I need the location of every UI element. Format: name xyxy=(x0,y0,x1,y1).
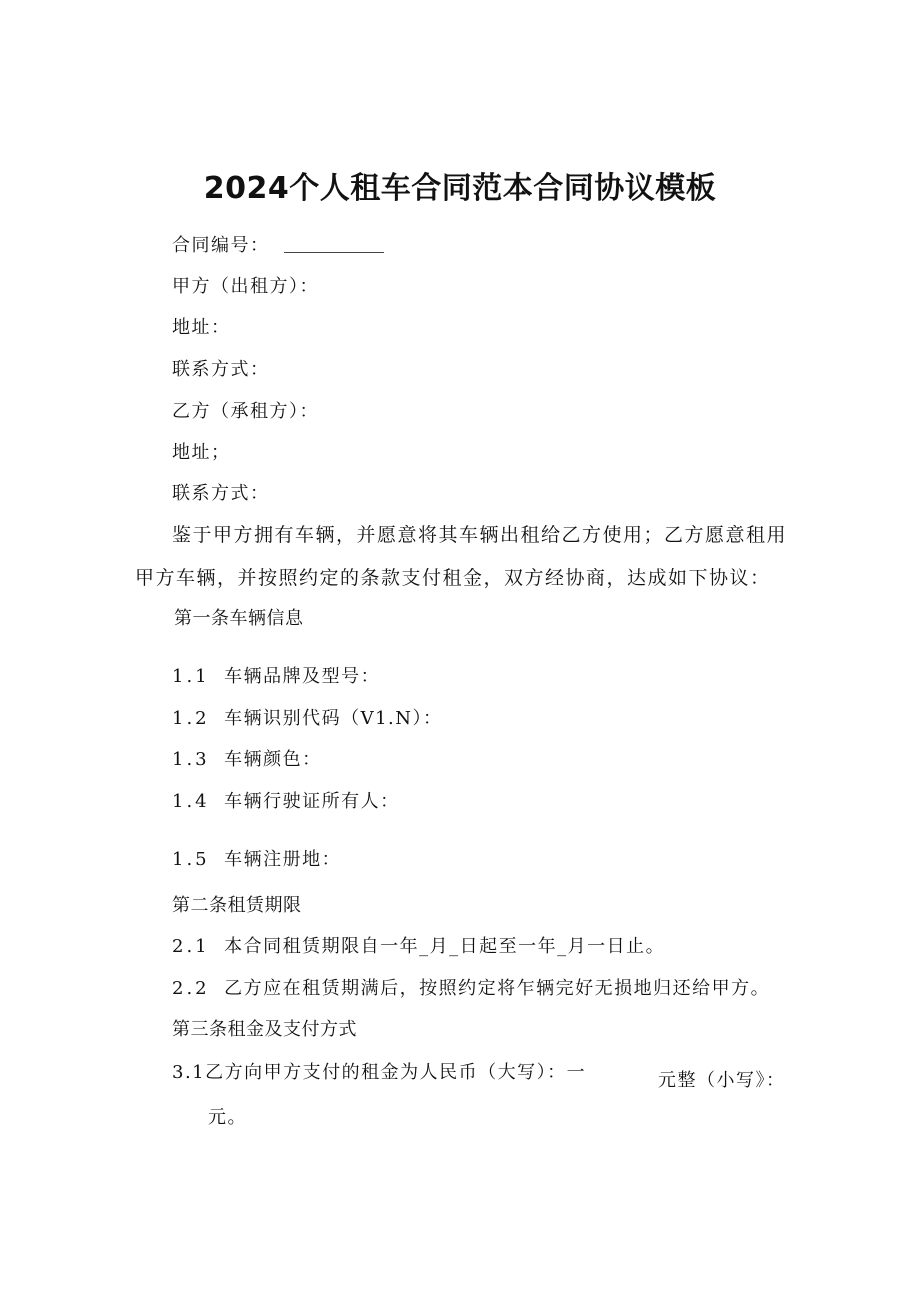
item-3-1-part-3: 元。 xyxy=(208,1107,247,1128)
item-number: 2.2 xyxy=(172,978,210,999)
party-a-address: 地址： xyxy=(172,317,231,338)
contract-number-row xyxy=(172,231,384,257)
party-a-contact: 联系方式： xyxy=(172,359,270,380)
preamble-line-1: 鉴于甲方拥有车辆，并愿意将其车辆出租给乙方使用；乙方愿意租用 xyxy=(172,524,788,546)
item-text: 乙方应在租赁期满后，按照约定将乍辆完好无损地归还给甲方。 xyxy=(224,978,771,999)
article-1-heading: 第一条车辆信息 xyxy=(174,608,304,629)
article-1-item xyxy=(172,787,400,813)
item-number: 1.3 xyxy=(172,749,210,770)
article-3-heading: 第三条租金及支付方式 xyxy=(172,1019,357,1040)
item-3-1-part-2: 元整（小写》： xyxy=(658,1070,786,1091)
item-number: 1.2 xyxy=(172,708,210,729)
item-3-1-part-1: 3.1乙方向甲方支付的租金为人民币（大写）：一 xyxy=(172,1062,587,1083)
party-b-label: 乙方（承租方）： xyxy=(172,401,319,422)
item-text: 车辆行驶证所有人： xyxy=(224,791,400,812)
item-text: 车辆注册地： xyxy=(224,849,342,870)
contract-number-blank xyxy=(284,252,384,253)
party-b-contact: 联系方式： xyxy=(172,483,270,504)
party-b-address: 地址； xyxy=(172,442,231,463)
article-1-item xyxy=(172,662,380,688)
party-a-label: 甲方（出租方）： xyxy=(172,276,319,297)
page-title: 2024个人租车合同范本合同协议模板 xyxy=(203,171,717,206)
article-2-heading: 第二条租赁期限 xyxy=(172,895,302,916)
item-number: 1.1 xyxy=(172,666,210,687)
item-number: 1.4 xyxy=(172,791,210,812)
contract-number-label: 合同编号： xyxy=(172,235,270,256)
item-text: 车辆识别代码（V1.N）： xyxy=(224,708,443,729)
item-text: 车辆颜色： xyxy=(224,749,322,770)
item-text: 车辆品牌及型号： xyxy=(224,666,381,687)
article-1-item xyxy=(172,745,322,771)
article-2-item xyxy=(172,932,665,958)
item-number: 2.1 xyxy=(172,936,210,957)
article-2-item xyxy=(172,974,770,1000)
article-1-item xyxy=(172,704,443,730)
item-text: 本合同租赁期限自一年_月_日起至一年_月一日止。 xyxy=(224,936,666,957)
preamble-line-2: 甲方车辆，并按照约定的条款支付租金，双方经协商，达成如下协议： xyxy=(135,567,771,589)
item-number: 1.5 xyxy=(172,849,210,870)
article-1-item xyxy=(172,845,341,871)
